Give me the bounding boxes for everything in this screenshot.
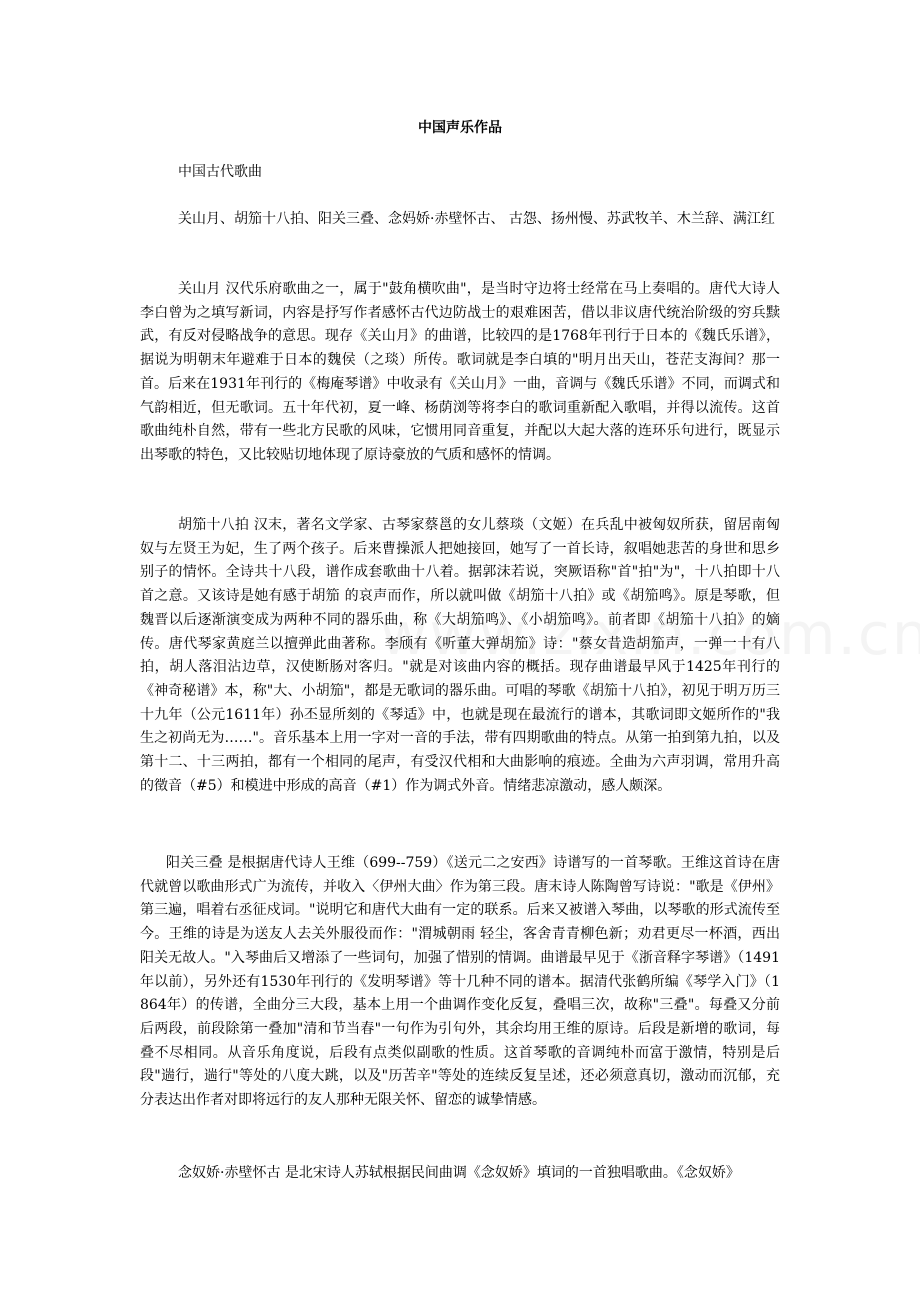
- paragraph-niannujiao: 念奴娇·赤壁怀古 是北宋诗人苏轼根据民间曲调《念奴娇》填词的一首独唱歌曲。《念奴娇》: [178, 1165, 740, 1181]
- page-title: 中国声乐作品: [418, 120, 502, 136]
- paragraph-hujia-shibapai: 胡笳十八拍 汉末，著名文学家、古琴家蔡邕的女儿蔡琰（文姬）在兵乱中被匈奴所获，留居南匈奴与左贤王为妃，生了两个孩子。后来曹操派人把她接回，她写了一首长诗，叙唱她悲苦的身世和思乡别子的情怀。全诗共十八段，谱作成套歌曲十八着。据郭沫若说，突厥语称"首"拍"为"，十八拍即十八首之意。又该诗是她有感于胡笳 的哀声而作，所以就叫做《胡笳十八拍》或《胡笳鸣》。原是琴歌，但魏晋以后逐渐演变成为两种不同的器乐曲，称《大胡笳鸣》、《小胡笳鸣》。前者即《胡笳十八拍》的嫡传。唐代琴家黄庭兰以擅弹此曲著称。李颀有《听董大弹胡笳》诗："蔡女昔造胡笳声，一弹一十有八拍，胡人落泪沾边草，汉使断肠对客归。"就是对该曲内容的概括。现存曲谱最早风于1425年刊行的《神奇秘谱》本，称"大、小胡笳"，都是无歌词的器乐曲。可唱的琴歌《胡笳十八拍》，初见于明万历三十九年（公元1611年）孙丕显所刻的《琴适》中，也就是现在最流行的谱本，其歌词即文姬所作的"我生之初尚无为……"。音乐基本上用一字对一音的手法，带有四期歌曲的特点。从第一拍到第九拍，以及第十二、十三两拍，都有一个相同的尾声，有受汉代相和大曲影响的痕迹。全曲为六声羽调，常用升高的徵音（#5）和模进中形成的高音（#1）作为调式外音。情绪悲凉激动，感人颇深。: [140, 517, 780, 794]
- song-list: 关山月、胡笳十八拍、阳关三叠、念妈娇·赤壁怀古、 古怨、扬州慢、苏武牧羊、木兰辞、满江红: [178, 211, 775, 227]
- paragraph-guanshanyue: 关山月 汉代乐府歌曲之一，属于"鼓角横吹曲"，是当时守边将士经常在马上奏唱的。唐代大诗人李白曾为之填写新词，内容是抒写作者感怀古代边防战士的艰难困苦，借以非议唐代统治阶级的穷兵黩武，有反对侵略战争的意思。现存《关山月》的曲谱，比较四的是1768年刊行于日本的《魏氏乐谱》，据说为明朝末年避难于日本的魏侯（之琰）所传。歌词就是李白填的"明月出天山，苍茫支海间？那一首。后来在1931年刊行的《梅庵琴谱》中收录有《关山月》一曲，音调与《魏氏乐谱》不同，而调式和气韵相近，但无歌词。五十年代初，夏一峰、杨荫浏等将李白的歌词重新配入歌唱，并得以流传。这首歌曲纯朴自然，带有一些北方民歌的风味，它惯用同音重复，并配以大起大落的连环乐句进行，既显示出琴歌的特色，又比较贴切地体现了原诗豪放的气质和感怀的情调。: [140, 281, 780, 463]
- paragraph-yangguan-sandie: 阳关三叠 是根据唐代诗人王维（699--759）《送元二之安西》诗谱写的一首琴歌。王维这首诗在唐代就曾以歌曲形式广为流传，并收入〈伊州大曲〉作为第三段。唐末诗人陈陶曾写诗说："歌是《伊州》第三遍，唱着右丞征戍词。"说明它和唐代大曲有一定的联系。后来又被谱入琴曲，以琴歌的形式流传至今。王维的诗是为送友人去关外服役而作："渭城朝雨 轻尘，客舍青青柳色新；劝君更尽一杯酒，西出阳关无故人。"入琴曲后又增添了一些词句，加强了惜别的情调。曲谱最早见于《浙音释字琴谱》（1491年以前），另外还有1530年刊行的《发明琴谱》等十几种不同的谱本。据清代张鹤所编《琴学入门》（1864年）的传谱，全曲分三大段，基本上用一个曲调作变化反复，叠唱三次，故称"三叠"。每叠又分前后两段，前段除第一叠加"清和节当春"一句作为引句外，其余均用王维的原诗。后段是新增的歌词，每叠不尽相同。从音乐角度说，后段有点类似副歌的性质。这首琴歌的音调纯朴而富于激情，特别是后段"遄行，遄行"等处的八度大跳，以及"历苦辛"等处的连续反复呈述，还必须意真切，激动而沉郁，充分表达出作者对即将远行的友人那种无限关怀、留恋的诚挚情感。: [140, 855, 780, 1109]
- section-heading: 中国古代歌曲: [178, 164, 262, 180]
